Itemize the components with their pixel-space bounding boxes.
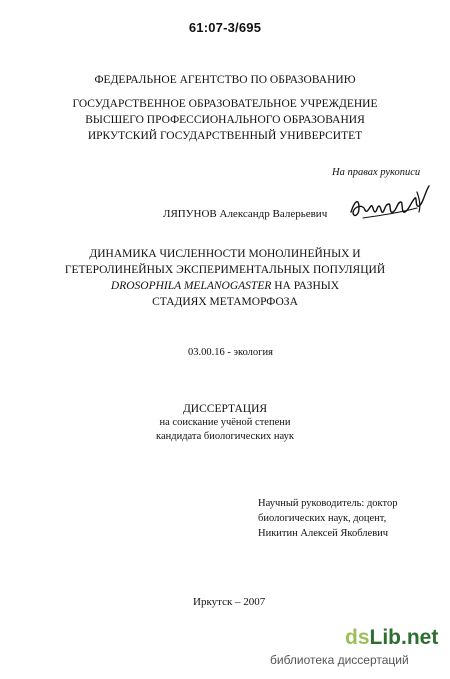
- handwritten-signature: [345, 178, 440, 226]
- university-line-2: ВЫСШЕГО ПРОФЕССИОНАЛЬНОГО ОБРАЗОВАНИЯ: [85, 114, 365, 126]
- agency-name: ФЕДЕРАЛЬНОЕ АГЕНТСТВО ПО ОБРАЗОВАНИЮ: [94, 74, 356, 86]
- watermark-logo-lib: Lib: [369, 626, 402, 649]
- author-name: ЛЯПУНОВ Александр Валерьевич: [163, 208, 328, 220]
- dissertation-label: ДИССЕРТАЦИЯ: [182, 403, 268, 415]
- title-line-3: [0, 278, 450, 294]
- title-line-3-rest: НА РАЗНЫХ: [271, 280, 340, 292]
- dissertation-title: [0, 246, 450, 310]
- title-line-2: ГЕТЕРОЛИНЕЙНЫХ ЭКСПЕРИМЕНТАЛЬНЫХ ПОПУЛЯЦИЙ: [64, 264, 386, 276]
- university-block: [0, 96, 450, 144]
- degree-block: [0, 416, 450, 444]
- degree-line-2: кандидата биологических наук: [156, 431, 294, 442]
- advisor-line-3: Никитин Алексей Якоблевич: [258, 528, 389, 539]
- degree-line-1: на соискание учёной степени: [159, 417, 291, 428]
- manuscript-rights-note: На правах рукописи: [332, 167, 421, 178]
- scientific-advisor: [258, 496, 397, 541]
- title-line-1: ДИНАМИКА ЧИСЛЕННОСТИ МОНОЛИНЕЙНЫХ И: [89, 248, 361, 260]
- watermark-caption: библиотека диссертаций: [270, 653, 409, 667]
- specialty-code: 03.00.16 - экология: [188, 347, 273, 358]
- advisor-line-2: биологических наук, доцент,: [258, 513, 387, 524]
- university-line-1: ГОСУДАРСТВЕННОЕ ОБРАЗОВАТЕЛЬНОЕ УЧРЕЖДЕНИЕ: [72, 98, 378, 110]
- title-line-4: СТАДИЯХ МЕТАМОРФОЗА: [152, 296, 298, 308]
- watermark-logo-ds: ds: [345, 626, 370, 649]
- university-line-3: ИРКУТСКИЙ ГОСУДАРСТВЕННЫЙ УНИВЕРСИТЕТ: [87, 130, 363, 142]
- watermark-logo: [345, 626, 438, 650]
- watermark-logo-net: .net: [401, 626, 439, 649]
- species-name: DROSOPHILA MELANOGASTER: [110, 280, 272, 292]
- advisor-line-1: Научный руководитель: доктор: [258, 498, 398, 509]
- catalog-number: 61:07-3/695: [188, 20, 262, 35]
- city-year: Иркутск – 2007: [193, 596, 266, 608]
